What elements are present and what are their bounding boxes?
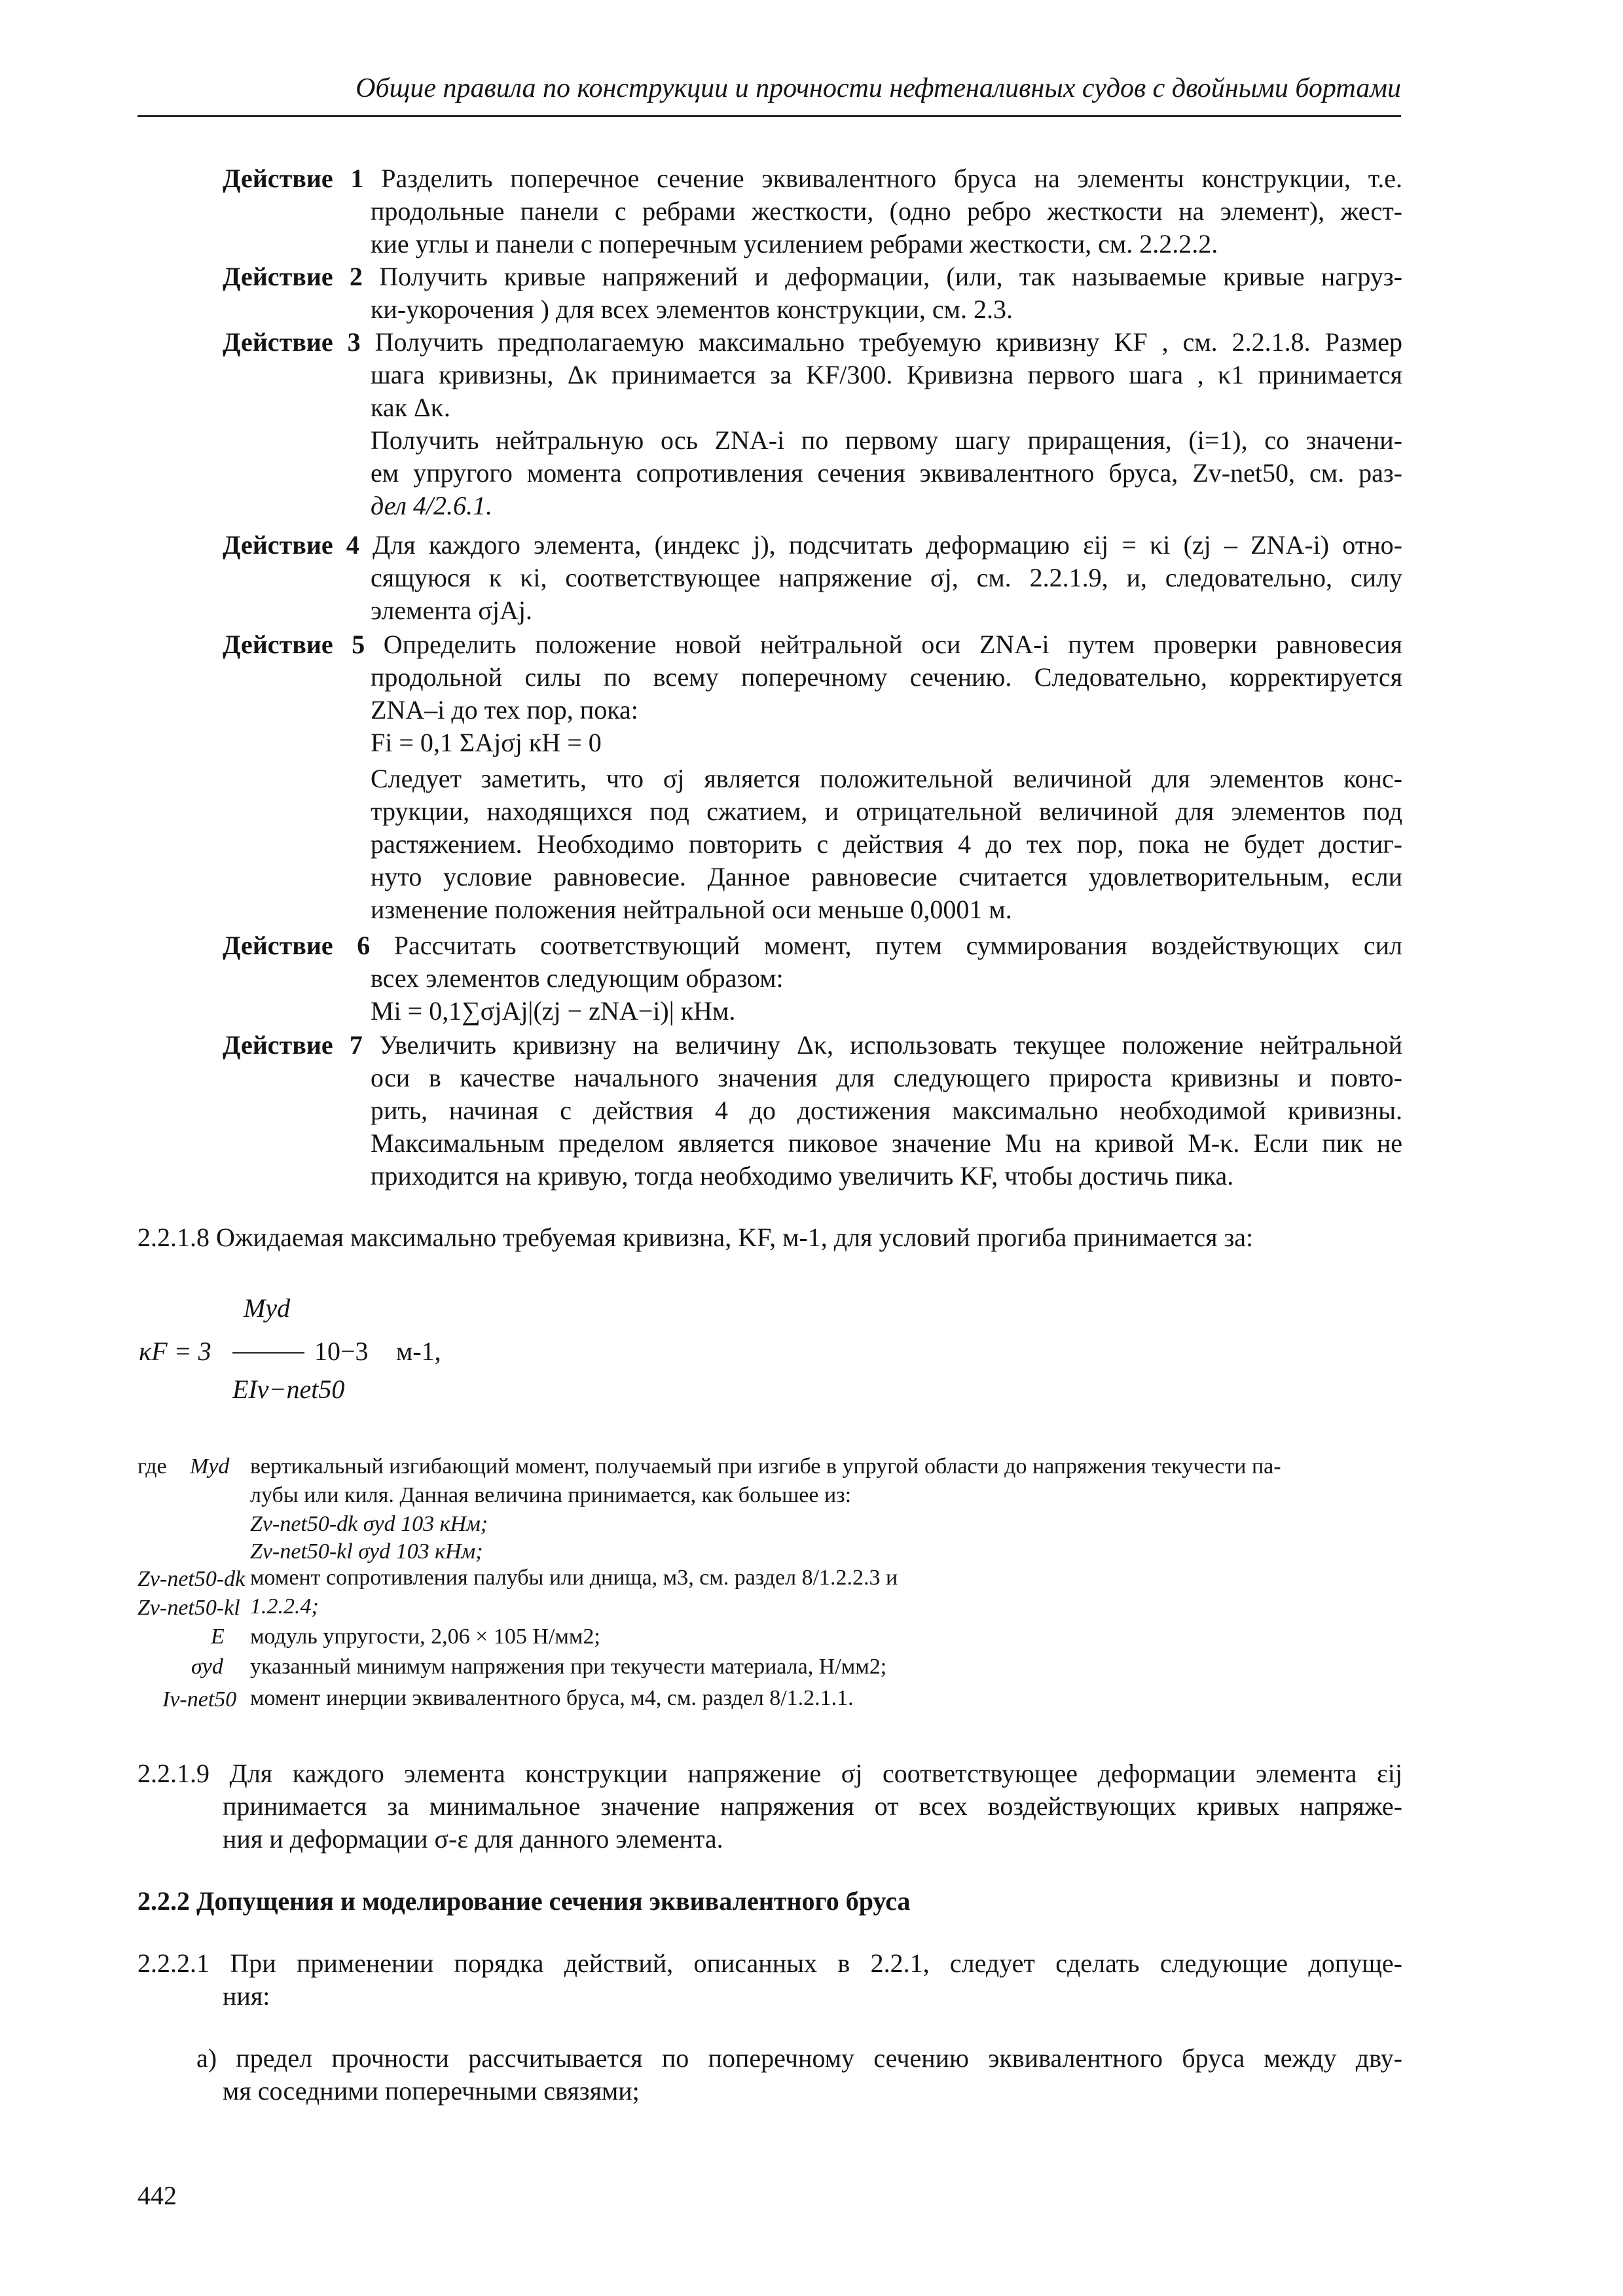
para-2221-line-1: 2.2.2.1 При применении порядка действий, описанных в 2.2.1, следует сделать следующие допуще- <box>137 1948 1402 1978</box>
action-6-equation: Mi = 0,1∑σjAj|(zj − zNA−i)| кНм. <box>371 996 736 1026</box>
sigma-yd-symbol: σyd <box>191 1655 223 1679</box>
action-5-label: Действие 5 <box>223 630 365 659</box>
para-2219-line-2: принимается за минимальное значение напряжения от всех воздействующих кривых напряже- <box>223 1791 1402 1821</box>
action-1-line-2: продольные панели с ребрами жесткости, (одно ребро жесткости на элемент), жест- <box>371 196 1402 226</box>
header-rule <box>137 115 1401 117</box>
i-text: момент инерции эквивалентного бруса, м4, см. раздел 8/1.2.1.1. <box>250 1686 854 1710</box>
action-5-line-1: Действие 5 Определить положение новой нейтральной оси ZNA-i путем проверки равновесия <box>223 630 1402 659</box>
para-2219-line-1: 2.2.1.9 Для каждого элемента конструкции напряжение σj соответствующее деформации элемента εij <box>137 1759 1402 1788</box>
action-7-line-4: Максимальным пределом является пиковое значение Mu на кривой M-κ. Если пик не <box>371 1128 1402 1158</box>
e-text: модуль упругости, 2,06 × 105 Н/мм2; <box>250 1624 600 1649</box>
formula-denominator: EIv−net50 <box>232 1374 345 1404</box>
sigma-yd-text: указанный минимум напряжения при текучести материала, Н/мм2; <box>250 1655 887 1679</box>
formula-fraction-bar <box>232 1352 304 1354</box>
action-5-equation: Fi = 0,1 ΣAjσj кН = 0 <box>371 728 602 757</box>
action-3-line-2: шага кривизны, Δκ принимается за KF/300. Кривизна первого шага , κ1 принимается <box>371 360 1402 389</box>
z-text-2: 1.2.2.4; <box>250 1594 319 1619</box>
action-2-label: Действие 2 <box>223 262 363 291</box>
action-6-line-1: Действие 6 Рассчитать соответствующий момент, путем суммирования воздействующих сил <box>223 931 1402 960</box>
action-3-line-5: ем упругого момента сопротивления сечения эквивалентного бруса, Zv-net50, см. раз- <box>371 458 1402 488</box>
action-2-line-1: Действие 2 Получить кривые напряжений и деформации, (или, так называемые кривые нагруз- <box>223 262 1402 291</box>
myd-text-1: вертикальный изгибающий момент, получаемый при изгибе в упругой области до напряжения текучести па- <box>250 1454 1281 1479</box>
action-1-label: Действие 1 <box>223 164 364 193</box>
action-5-line-8: нуто условие равновесие. Данное равновесие считается удовлетворительным, если <box>371 862 1402 891</box>
action-5-line-2: продольной силы по всему поперечному сечению. Следовательно, корректируется <box>371 662 1402 692</box>
z-symbol-1: Zv-net50-dk <box>137 1567 246 1591</box>
myd-text-2: лубы или киля. Данная величина принимается, как большее из: <box>250 1483 852 1507</box>
option-2: Zv-net50-kl σyd 103 кНм; <box>250 1539 483 1564</box>
action-5-line-3: ZNA–i до тех пор, пока: <box>371 695 638 725</box>
action-5-line-7: растяжением. Необходимо повторить с действия 4 до тех пор, пока не будет достиг- <box>371 829 1402 859</box>
where-label: где <box>137 1454 167 1479</box>
action-4-line-3: элемента σjAj. <box>371 596 533 625</box>
myd-symbol: Myd <box>190 1454 230 1479</box>
i-symbol: Iv-net50 <box>162 1687 237 1712</box>
action-6-label: Действие 6 <box>223 931 371 960</box>
para-2221-line-2: ния: <box>223 1981 270 2011</box>
action-5-line-9: изменение положения нейтральной оси меньше 0,0001 м. <box>371 895 1012 924</box>
running-header: Общие правила по конструкции и прочности нефтеналивных судов с двойными бортами <box>356 73 1401 103</box>
action-1-line-3: кие углы и панели с поперечным усилением ребрами жесткости, см. 2.2.2.2. <box>371 229 1218 259</box>
action-5-line-5: Следует заметить, что σj является положительной величиной для элементов конс- <box>371 764 1402 793</box>
page-number: 442 <box>137 2181 177 2210</box>
action-4-line-2: сящуюся к κi, соответствующее напряжение σj, см. 2.2.1.9, и, следовательно, силу <box>371 563 1402 592</box>
section-222-heading: 2.2.2 Допущения и моделирование сечения эквивалентного бруса <box>137 1886 911 1916</box>
action-4-line-1: Действие 4 Для каждого элемента, (индекс j), подсчитать деформацию εij = κi (zj – ZNA-i) отно- <box>223 530 1402 560</box>
action-3-line-4: Получить нейтральную ось ZNA-i по первому шагу приращения, (i=1), со значени- <box>371 425 1402 455</box>
action-4-label: Действие 4 <box>223 530 359 560</box>
action-3-line-1: Действие 3 Получить предполагаемую максимально требуемую кривизну KF , см. 2.2.1.8. Размер <box>223 327 1402 357</box>
para-2219-line-3: ния и деформации σ-ε для данного элемента. <box>223 1824 723 1854</box>
action-6-line-2: всех элементов следующим образом: <box>371 963 784 993</box>
action-7-line-5: приходится на кривую, тогда необходимо увеличить KF, чтобы достичь пика. <box>371 1161 1234 1191</box>
item-a-line-1: a) предел прочности рассчитывается по поперечному сечению эквивалентного бруса между дву- <box>196 2043 1402 2073</box>
formula-factor: 10−3 <box>314 1336 369 1366</box>
action-3-label: Действие 3 <box>223 327 361 357</box>
z-text-1: момент сопротивления палубы или днища, м3, см. раздел 8/1.2.2.3 и <box>250 1566 898 1590</box>
action-5-line-6: трукции, находящихся под сжатием, и отрицательной величиной для элементов под <box>371 797 1402 826</box>
formula-unit: м-1, <box>396 1336 441 1366</box>
action-7-line-1: Действие 7 Увеличить кривизну на величину Δκ, использовать текущее положение нейтральной <box>223 1030 1403 1060</box>
option-1: Zv-net50-dk σyd 103 кНм; <box>250 1512 488 1536</box>
action-3-line-6: дел 4/2.6.1. <box>371 491 493 520</box>
action-7-label: Действие 7 <box>223 1030 363 1060</box>
action-3-line-3: как Δκ. <box>371 393 450 422</box>
action-2-line-2: ки-укорочения ) для всех элементов конструкции, см. 2.3. <box>371 295 1013 324</box>
formula-numerator: Myd <box>244 1293 291 1323</box>
item-a-line-2: мя соседними поперечными связями; <box>223 2076 640 2106</box>
para-2218: 2.2.1.8 Ожидаемая максимально требуемая кривизна, KF, м-1, для условий прогиба принимается за: <box>137 1223 1254 1252</box>
action-7-line-3: рить, начиная с действия 4 до достижения максимально необходимой кривизны. <box>371 1096 1402 1125</box>
action-1-line-1: Действие 1 Разделить поперечное сечение эквивалентного бруса на элементы конструкции, т.е. <box>223 164 1402 193</box>
z-symbol-2: Zv-net50-kl <box>137 1596 240 1620</box>
e-symbol: E <box>211 1624 225 1649</box>
action-7-line-2: оси в качестве начального значения для следующего прироста кривизны и повто- <box>371 1063 1402 1092</box>
formula-lhs: κF = 3 <box>139 1336 211 1366</box>
